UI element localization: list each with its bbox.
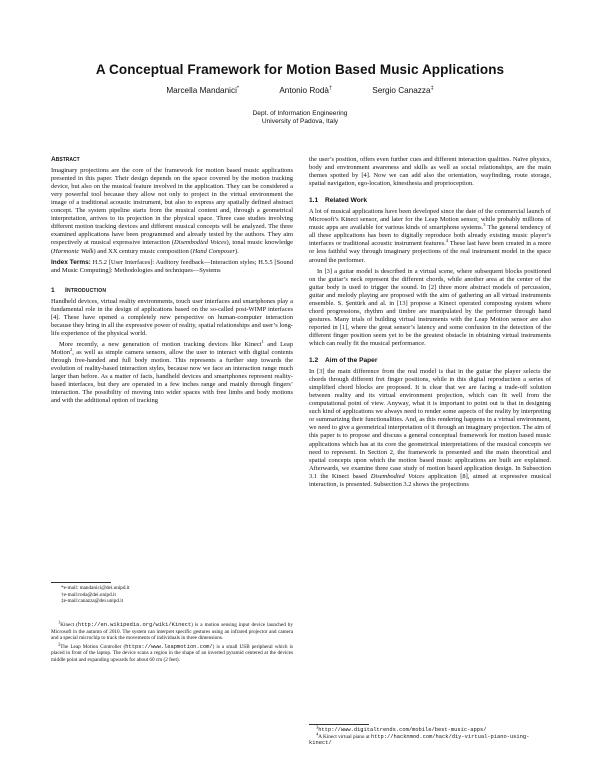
right-footnotes <box>309 724 551 747</box>
author-1: Marcella Mandanici* <box>166 85 240 95</box>
email-footnotes <box>51 582 293 605</box>
right-column <box>309 156 551 489</box>
affiliation-univ: University of Padova, Italy <box>261 118 339 126</box>
related-work-paragraph-1: A lot of musical applications have been developed since the date of the commercial launch of Microsoft’s Kinect sensor, and later for the Leap Motion sensor, while probably millions of music apps are available for various kinds of smartphone systems.$^3$ The general tendency of all these applications has been to digitally reproduce both already existing music player’s interfaces or traditional acoustic instrument features.$^4$ These last have been created in a more or less faithful way through imaginary projections of the real instrument model in the space around the performer. <box>309 208 552 264</box>
aim-paragraph: In [3] the main difference from the real model is that in the guitar the player selects the chords through different fret finger positions, while in this digital reproduction a series of simplified chord blocks are proposed. It is clear that we are facing a trade-off solution between reality and its virtual environment projection, which can fit well from the computational point of view. Anyway, what it is important to point out is that in designing such kind of applications we always need to render some aspects of the reality by interpreting or summarizing their functionalities. And, as this rendering happens in a virtual environment, we need to give a geometrical interpretation of it through an imaginary projection. The aim of this paper is to propose and discuss a general conceptual framework for motion based music applications which has at its core the geometrical interpretations of the musical concepts we need to represent. In Section 2, the framework is presented and the main theoretical and spatial concepts upon which the motion based music applications are built are explained. Afterwards, we examine three case study of motion based application design. In Subsection 3.1 the Kinect based Disembodied Voices application [8], aimed at expressive musical interaction, is presented. Subsection 3.2 shows the projections <box>309 368 551 488</box>
intro-paragraph-1: Handheld devices, virtual reality environments, touch user interfaces and smartphones play a fundamental role in the design of applications based on the so-called post-WIMP interfaces [4]. These have opened a completely new perspective on human-computer interaction because they bring in all the expressive power of reality, spatial relationships and user’s long-life experience of the physical world. <box>51 297 293 337</box>
intro-continued: the user’s position, offers even further cues and different interaction qualities. Naïve physics, body and environment awareness and skills as well as social relationships, are the main themes spotted by [4]. Now we can add also the orientation, wayfinding, route storage, spatial navigation, ego-location, kinesthesia and proprioception. <box>309 156 551 188</box>
section-1-1-heading: 1.1 Related Work <box>309 197 368 205</box>
affiliation <box>40 110 560 127</box>
author-list <box>40 86 560 95</box>
affiliation-dept: Dept. of Information Engineering <box>252 110 348 117</box>
section-1-heading: 1 Introduction <box>51 286 107 294</box>
email-3: ‡e-mail:canazza@dei.unipd.it <box>61 598 124 605</box>
intro-paragraph-2: More recently, a new generation of motion tracking devices like Kinect$^1$ and Leap Motion$^2$, as well as simple camera sensors, allow the user to interact with digital contents through free-handed and full body motion. This represents a further step towards the evolution of reality-based interaction styles, because now we face an interaction range much larger than before. As a matter of facts, handheld devices and smartphones represent reality-based interfaces, but they are operated in a few inches range and mainly through fingers’ interaction. The possibility of moving into wider spaces with free limbs and body motions and with the additional option of tracking <box>51 338 293 405</box>
abstract-text: Imaginary projections are the core of the framework for motion based music applications presented in this paper. Their design depends on the space covered by the motion tracking device, but also on the musical feature involved in the application. They can be considered a very powerful tool because they allow not only to project in the virtual environment the image of a traditional acoustic instrument, but also to express any spatially defined abstract concept. The system pipeline starts from the musical content and, through a geometrical interpretation, arrives to its projection in the physical space. Three case studies involving different motion tracking devices and different musical concepts will be analyzed. The three examined applications have been programmed and already tested by the authors. They aim respectively at musical expressive interaction (Disembodied Voices), tonal music knowledge (Harmonic Walk) and XX century music composition (Hand Composer). <box>51 167 294 255</box>
index-terms: Index Terms: H.5.2 [User Interfaces]: Auditory feedback—Interaction styles; H.5.5 [Sound and Music Computing]: Methodologies and techniques—Systems <box>51 258 293 274</box>
author-3: Sergio Canazza‡ <box>372 85 434 95</box>
related-work-paragraph-2: In [3] a guitar model is described in a virtual scene, where subsequent blocks positioned on the guitar’s neck represent the different chords, while another area at the center of the guitar body is used to trigger the sound. In [2] three more abstract models of percussion, guitar and melody playing are proposed with the aim of gathering an all virtual instruments ensemble. S. Şentürk and al. in [13] propose a Kinect operated composing system where chord progressions, rhythm and timbre are manipulated by the performer through hand gestures. Many trials of building virtual instruments with the Leap Motion sensor are also reported in [1], where the great sensor’s latency and some confusion in the detection of the different finger position seem yet to be the greatest obstacle in obtaining virtual instruments which can really fit the musical performance. <box>309 267 551 347</box>
footnote-2: $^2$The Leap Motion Controller (https://www.leapmotion.com/) is a small USB peripheral which is placed in front of the laptop. The device scans a region in the shape of an inverted pyramid centered at the devices middle point and expanding upwards for about 60 cm (2 feet). <box>51 641 293 663</box>
abstract-heading: Abstract <box>51 156 80 163</box>
paper-title: A Conceptual Framework for Motion Based Music Applications <box>95 62 505 77</box>
left-column <box>51 156 293 405</box>
footnote-3: $^3$http://www.digitaltrends.com/mobile/best-music-apps/ <box>316 724 487 733</box>
section-1-2-heading: 1.2 Aim of the Paper <box>309 357 378 365</box>
email-2: †e-mail:roda@dei.unipd.it <box>61 591 116 598</box>
author-2: Antonio Rodà† <box>279 85 333 95</box>
email-1: *e-mail: mandanici@dei.unipd.it <box>61 585 130 591</box>
footnote-1: $^1$Kinect (http://en.wikipedia.org/wiki/Kinect) is a motion sensing input device launched by Microsoft in the autumn of 2010. The system can interpret specific gestures using an infrared projector and camera and a special microchip to track the movements of individuals in three dimensions. <box>51 619 293 642</box>
left-footnotes <box>51 619 293 664</box>
footnote-4: $^4$A Kinect virtual piano at http://hacknmod.com/hack/diy-virtual-piano-using-kinect/ <box>309 730 530 747</box>
